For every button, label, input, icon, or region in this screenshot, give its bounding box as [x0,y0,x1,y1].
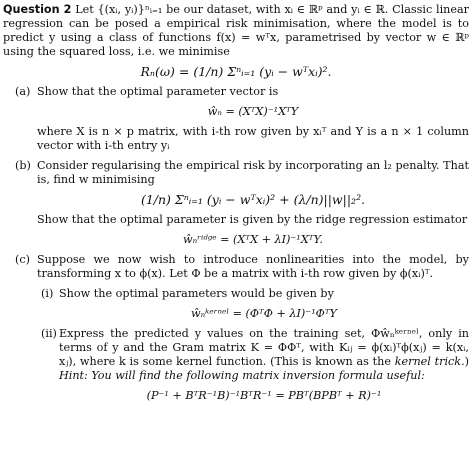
matrix-inversion-equation: (P⁻¹ + BᵀR⁻¹B)⁻¹BᵀR⁻¹ = PBᵀ(BPBᵀ + R)⁻¹ [146,389,382,402]
part-c-ii-text-end: ) [464,355,469,368]
kernel-trick-term: kernel trick. [394,355,465,368]
part-c [3,253,469,403]
part-c-i [37,287,469,321]
part-b-label: (b) [15,159,31,172]
part-b [3,159,469,247]
part-a-after-text: where X is n × p matrix, with i-th row given by xᵢᵀ and Y is a n × 1 column vector with i-th entry yᵢ [37,125,469,152]
part-a [3,85,469,153]
question-intro-paragraph [3,3,469,59]
part-c-i-equation: ŵₙᵏᵉʳⁿᵉˡ = (ΦᵀΦ + λI)⁻¹ΦᵀY [191,307,337,320]
part-c-label: (c) [15,253,30,266]
part-b-equation: (1/n) Σⁿᵢ₌₁ (yᵢ − wᵀxᵢ)² + (λ/n)||w||₂². [140,192,366,207]
part-a-equation: ŵₙ = (XᵀX)⁻¹XᵀY [207,105,299,118]
part-c-ii-hint: Hint: You will find the following matrix inversion formula useful: [59,369,425,382]
part-b-text: Consider regularising the empirical risk by incorporating an l₂ penalty. That is, find w minimising [37,159,469,186]
part-c-ii [37,327,469,403]
part-c-i-text: Show the optimal parameters would be given by [59,287,334,300]
part-c-ii-text [59,327,469,383]
part-a-label: (a) [15,85,31,98]
part-c-i-label: (i) [41,287,54,300]
question-intro-text: Let {(xᵢ, yᵢ)}ⁿᵢ₌₁ be our dataset, with xᵢ ∈ ℝᵖ and yᵢ ∈ ℝ. Classic linear regression can be posed a empirical risk minimisation, where the model is to predict y using a class of functions f(x) = wᵀx, parametrised by vector w ∈ ℝᵖ using the squared loss, i.e. we minimise [3,3,470,58]
part-c-text: Suppose we now wish to introduce nonlinearities into the model, by transforming x to ϕ(x). Let Φ be a matrix with i-th row given by ϕ(xᵢ)ᵀ. [37,253,469,280]
part-b-ridge-equation: ŵₙʳⁱᵈᵍᵉ = (XᵀX + λI)⁻¹XᵀY. [183,233,323,246]
risk-equation: Rₙ(ω) = (1/n) Σⁿᵢ₌₁ (yᵢ − wᵀxᵢ)². [140,64,332,79]
part-c-ii-main-text: Express the predicted y values on the training set, Φŵₙᵏᵉʳⁿᵉˡ, only in terms of y and the Gram matrix K = ΦΦᵀ, with Kᵢⱼ = ϕ(xᵢ)ᵀϕ(xⱼ) = k(xᵢ, xⱼ), where k is some kernel function. (This is known as the [59,327,469,368]
part-b-after-text: Show that the optimal parameter is given by the ridge regression estimator [37,213,468,226]
question-title: Question 2 [3,3,72,16]
part-a-text: Show that the optimal parameter vector is [37,85,279,98]
part-c-ii-label: (ii) [41,327,57,340]
